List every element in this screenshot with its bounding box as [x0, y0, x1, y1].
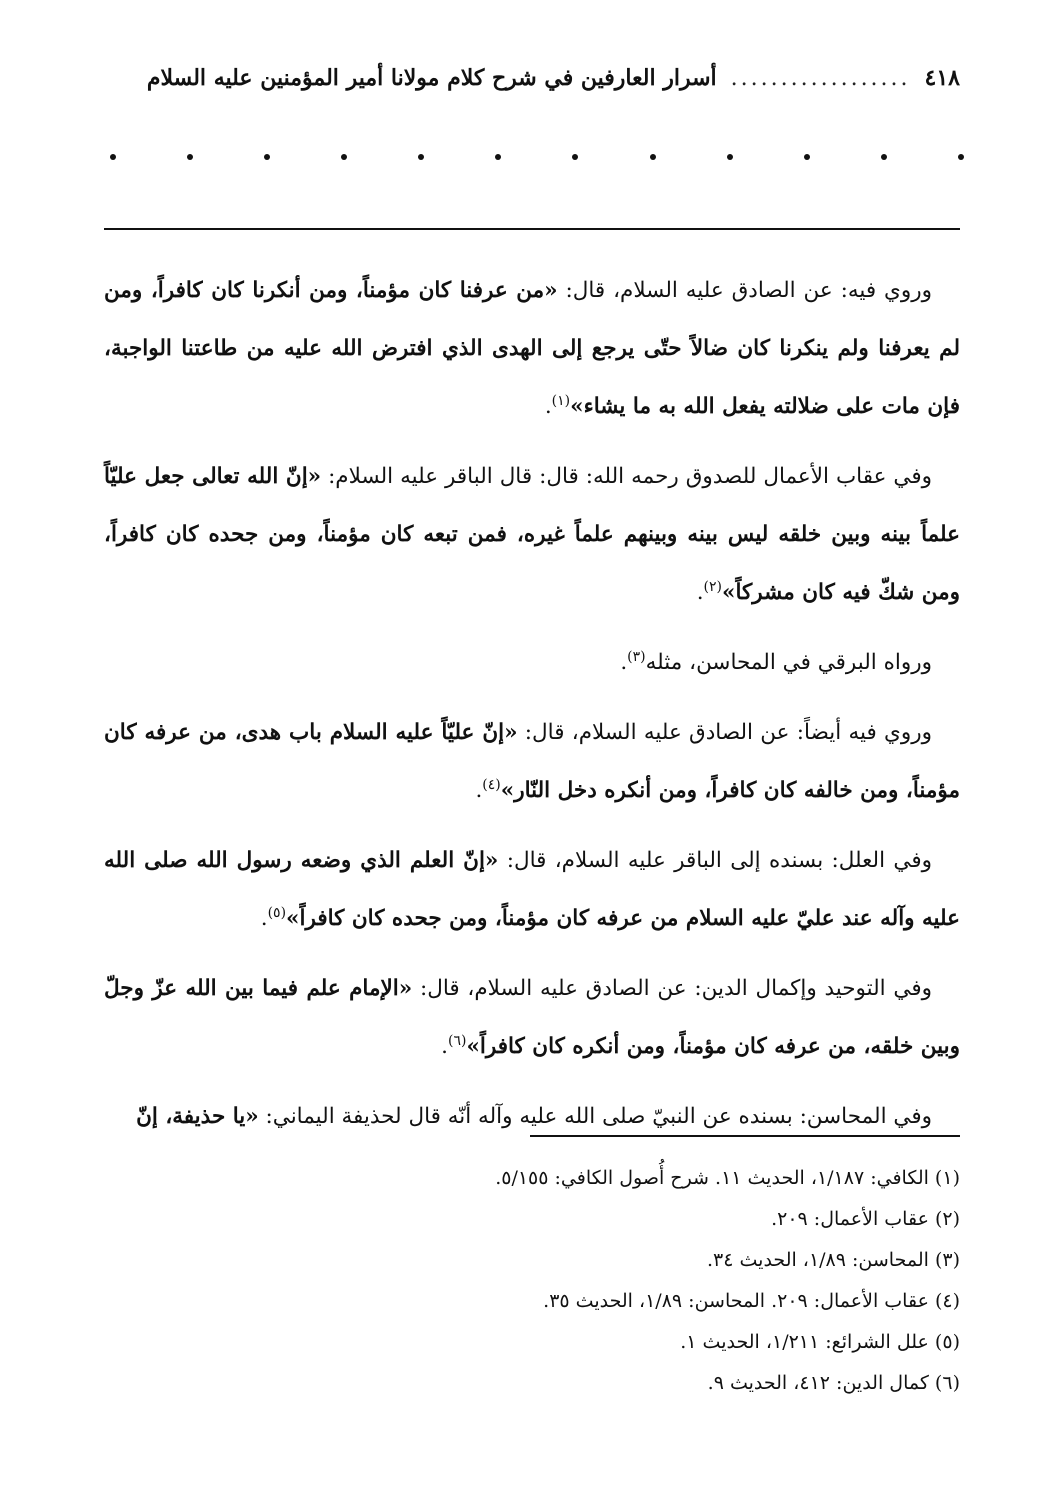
quoted-hadith: «إنّ الله تعالى جعل عليّاً علماً بينه وبين خلقه ليس بينه وبينهم علماً غيره، فمن تبعه كان مؤمناً، ومن جحده كان كافراً، ومن شكّ فيه كان مشركاً»: [104, 464, 960, 605]
footnote-ref[interactable]: (١): [551, 392, 571, 409]
quoted-hadith: «إنّ العلم الذي وضعه رسول الله صلى الله عليه وآله عند عليّ عليه السلام من عرفه كان مؤمناً، ومن جحده كان كافراً»: [104, 848, 960, 931]
paragraph: وفي العلل: بسنده إلى الباقر عليه السلام، قال: «إنّ العلم الذي وضعه رسول الله صلى الله عليه وآله عند عليّ عليه السلام من عرفه كان مؤمناً، ومن جحده كان كافراً»$^{(٥)}$.: [104, 848, 960, 931]
ornament-dot-row: [110, 145, 964, 169]
ornament-dot: [727, 154, 733, 160]
footnote-ref[interactable]: (٢): [703, 578, 722, 595]
paragraph: وروي فيه أيضاً: عن الصادق عليه السلام، قال: «إنّ عليّاً عليه السلام باب هدى، من عرفه كان مؤمناً، ومن خالفه كان كافراً، ومن أنكره دخل النّار»$^{(٤)}$.: [104, 720, 960, 803]
paragraph: وفي التوحيد وإكمال الدين: عن الصادق عليه السلام، قال: «الإمام علم فيما بين الله عزّ وجلّ وبين خلقه، من عرفه كان مؤمناً، ومن أنكره كان كافراً»$^{(٦)}$.: [104, 976, 960, 1059]
main-text: [104, 262, 960, 1158]
ornament-dot: [804, 154, 810, 160]
ornament-dot: [650, 154, 656, 160]
paragraph: وروي فيه: عن الصادق عليه السلام، قال: «من عرفنا كان مؤمناً، ومن أنكرنا كان كافراً، ومن لم يعرفنا ولم ينكرنا كان ضالاً حتّى يرجع إلى الهدى الذي افترض الله عليه من طاعتنا الواجبة، فإن مات على ضلالته يفعل الله به ما يشاء»$^{(١)}$.: [104, 278, 960, 419]
ornament-dot: [110, 154, 116, 160]
ornament-dot: [418, 154, 424, 160]
footnote: (٦) كمال الدين: ٤١٢، الحديث ٩.: [707, 1372, 960, 1394]
ornament-dot: [264, 154, 270, 160]
footnote: (٥) علل الشرائع: ١/٢١١، الحديث ١.: [680, 1331, 960, 1353]
footnote-ref[interactable]: (٣): [627, 648, 646, 665]
quoted-hadith: «من عرفنا كان مؤمناً، ومن أنكرنا كان كافراً، ومن لم يعرفنا ولم ينكرنا كان ضالاً حتّى يرجع إلى الهدى الذي افترض الله عليه من طاعتنا الواجبة، فإن مات على ضلالته يفعل الله به ما يشاء»: [104, 278, 960, 419]
ornament-dot: [495, 154, 501, 160]
ornament-dot: [187, 154, 193, 160]
header-leader-dots: ..................: [730, 65, 911, 91]
footnote: (٣) المحاسن: ١/٨٩، الحديث ٣٤.: [707, 1249, 960, 1271]
ornament-dot: [572, 154, 578, 160]
footnote: (١) الكافي: ١/١٨٧، الحديث ١١. شرح أُصول الكافي: ٥/١٥٥.: [495, 1167, 960, 1189]
quoted-hadith: «يا حذيفة، إنّ: [136, 1104, 259, 1129]
running-title: أسرار العارفين في شرح كلام مولانا أمير المؤمنين عليه السلام: [146, 65, 717, 91]
ornament-dot: [881, 154, 887, 160]
ornament-dot: [341, 154, 347, 160]
footnote-ref[interactable]: (٥): [267, 904, 287, 921]
quoted-hadith: «إنّ عليّاً عليه السلام باب هدى، من عرفه كان مؤمناً، ومن خالفه كان كافراً، ومن أنكره دخل النّار»: [104, 720, 960, 803]
section-divider: [104, 228, 960, 230]
paragraph: وفي المحاسن: بسنده عن النبيّ صلى الله عليه وآله أنّه قال لحذيفة اليماني: «يا حذيفة، إنّ: [136, 1104, 932, 1129]
page-number: ٤١٨: [924, 65, 960, 91]
footnote-ref[interactable]: (٤): [482, 776, 501, 793]
footnote: (٤) عقاب الأعمال: ٢٠٩. المحاسن: ١/٨٩، الحديث ٣٥.: [543, 1290, 960, 1312]
footnotes: [104, 1158, 960, 1404]
footnote: (٢) عقاب الأعمال: ٢٠٩.: [771, 1208, 960, 1230]
running-header: [108, 58, 960, 98]
footnote-ref[interactable]: (٦): [447, 1032, 467, 1049]
footnote-divider: [530, 1135, 960, 1137]
ornament-dot: [958, 154, 964, 160]
quoted-hadith: «الإمام علم فيما بين الله عزّ وجلّ وبين خلقه، من عرفه كان مؤمناً، ومن أنكره كان كافراً»: [104, 976, 960, 1059]
paragraph: ورواه البرقي في المحاسن، مثله$^{(٣)}$.: [620, 648, 932, 675]
paragraph: وفي عقاب الأعمال للصدوق رحمه الله: قال: قال الباقر عليه السلام: «إنّ الله تعالى جعل عليّاً علماً بينه وبين خلقه ليس بينه وبينهم علماً غيره، فمن تبعه كان مؤمناً، ومن جحده كان كافراً، ومن شكّ فيه كان مشركاً»$^{(٢)}$.: [104, 464, 960, 605]
